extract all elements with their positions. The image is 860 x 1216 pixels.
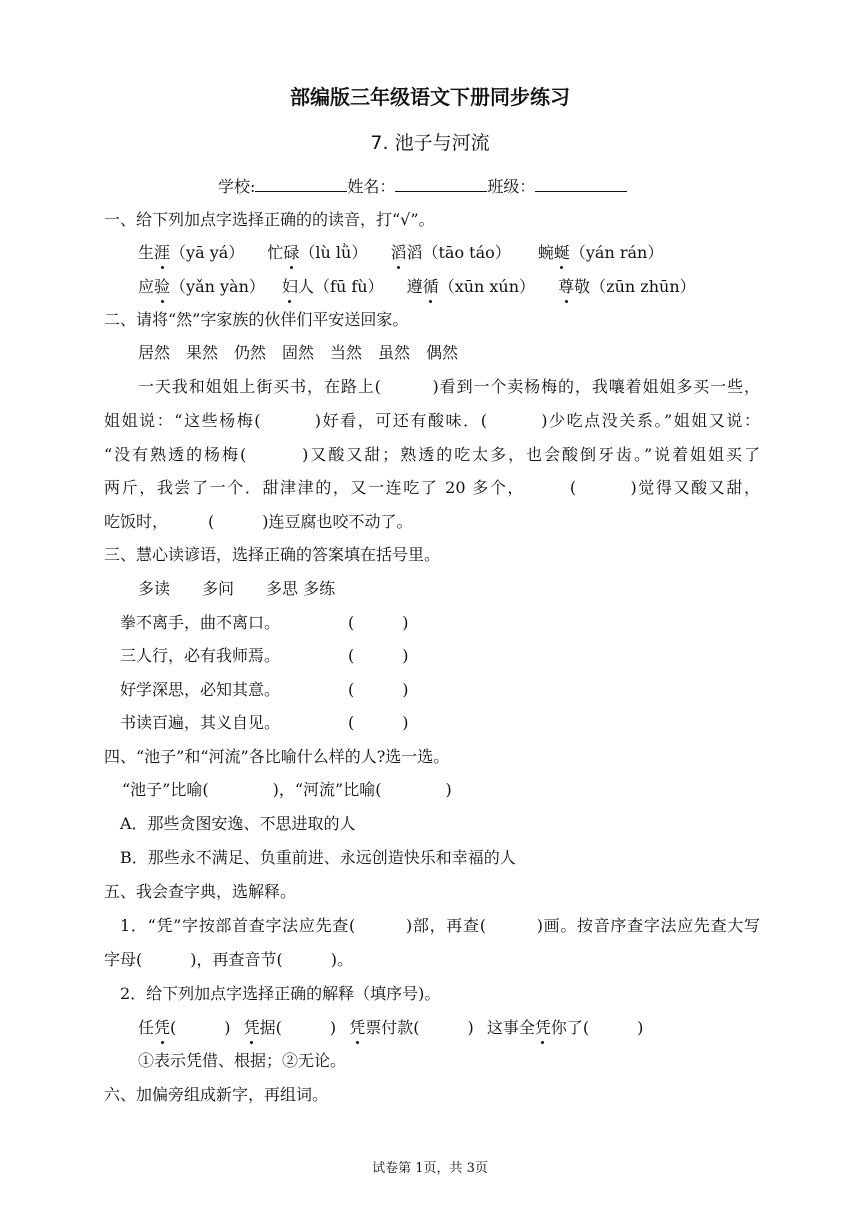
q1-item: 忙碌（lù lǜ） [267, 243, 368, 262]
q2-paragraph-line-3: “没有熟透的杨梅( )又酸又甜；熟透的吃太多，也会酸倒牙齿。”说着姐姐买了 [104, 445, 760, 464]
q3-item-1: 拳不离手，曲不离口。 [120, 613, 281, 632]
q3-item-2: 三人行，必有我师焉。 [120, 646, 281, 665]
q5-word: 凭据( ) [243, 1018, 337, 1037]
name-label: 姓名： [347, 177, 396, 196]
q5-word: 任凭( ) [138, 1018, 231, 1037]
name-blank[interactable] [395, 177, 487, 192]
q2-paragraph-line-2: 姐姐说：“这些杨梅( )好看，可还有酸味．( )少吃点没关系。”姐姐又说： [104, 411, 760, 430]
q1-item: 滔滔（tāo táo） [390, 243, 511, 262]
q2-paragraph-line-1: 一天我和姐姐上街买书，在路上( )看到一个卖杨梅的，我嚷着姐姐多买一些， [138, 377, 760, 396]
q2-word-bank: 居然 果然 仍然 固然 当然 虽然 偶然 [138, 343, 459, 362]
q1-row-1 [138, 242, 663, 264]
school-blank[interactable] [255, 177, 347, 192]
q3-answer-blank[interactable]: ( ) [348, 613, 409, 632]
q4-option-b: B．那些永不满足、负重前进、永远创造快乐和幸福的人 [120, 848, 516, 867]
q6-heading: 六、加偏旁组成新字，再组词。 [104, 1085, 329, 1104]
q3-options: 多读 多问 多思 多练 [138, 579, 336, 598]
student-info-row [218, 176, 627, 198]
class-label: 班级： [487, 177, 536, 196]
q1-item: 蜿蜒（yán rán） [537, 243, 664, 262]
q1-item: 生涯（yā yá） [138, 243, 245, 262]
q1-item: 遵循（xūn xún） [406, 277, 536, 296]
q2-paragraph-line-5: 吃饭时， ( )连豆腐也咬不动了。 [104, 512, 413, 531]
lesson-title: 7. 池子与河流 [370, 132, 490, 154]
q5-meanings: ①表示凭借、根据；②无论。 [138, 1051, 347, 1070]
q2-paragraph-line-4: 两斤，我尝了一个．甜津津的，又一连吃了 20 多个， ( )觉得又酸又甜， [104, 478, 760, 497]
q5-word: 凭票付款( ) [349, 1018, 474, 1037]
q1-item: 妇人（fū fù） [281, 277, 384, 296]
q3-answer-blank[interactable]: ( ) [348, 680, 409, 699]
page-footer: 试卷第 1页，共 3页 [372, 1161, 488, 1176]
q3-answer-blank[interactable]: ( ) [348, 646, 409, 665]
q4-heading: 四、“池子”和“河流”各比喻什么样的人?选一选。 [104, 747, 450, 766]
q1-heading: 一、给下列加点字选择正确的的读音，打“√”。 [104, 210, 435, 229]
q2-heading: 二、请将“然”字家族的伙伴们平安送回家。 [104, 310, 409, 329]
class-blank[interactable] [535, 177, 627, 192]
q1-row-2 [138, 276, 696, 298]
q5-word: 这事全凭你了( ) [486, 1018, 644, 1037]
q3-item-4: 书读百遍，其义自见。 [120, 713, 281, 732]
q5-item-1-line-2: 字母( )，再查音节( )。 [104, 950, 353, 969]
q4-fill-line: “池子”比喻( )，“河流”比喻( ) [122, 780, 452, 799]
q5-item-1-line-1: 1．“凭”字按部首查字法应先查( )部，再查( )画。按音序查字法应先查大写 [120, 916, 760, 935]
q5-word-row [138, 1017, 643, 1039]
q4-option-a: A．那些贪图安逸、不思进取的人 [120, 814, 356, 833]
q1-item: 应验（yǎn yàn） [138, 277, 265, 296]
q3-answer-blank[interactable]: ( ) [348, 713, 409, 732]
page-title: 部编版三年级语文下册同步练习 [290, 85, 570, 109]
q5-item-2: 2．给下列加点字选择正确的解释（填序号)。 [120, 984, 441, 1003]
school-label: 学校: [218, 177, 256, 196]
q5-heading: 五、我会查字典，选解释。 [104, 882, 297, 901]
q1-item: 尊敬（zūn zhūn） [558, 277, 696, 296]
q3-item-3: 好学深思，必知其意。 [120, 680, 281, 699]
q3-heading: 三、慧心读谚语，选择正确的答案填在括号里。 [104, 545, 441, 564]
